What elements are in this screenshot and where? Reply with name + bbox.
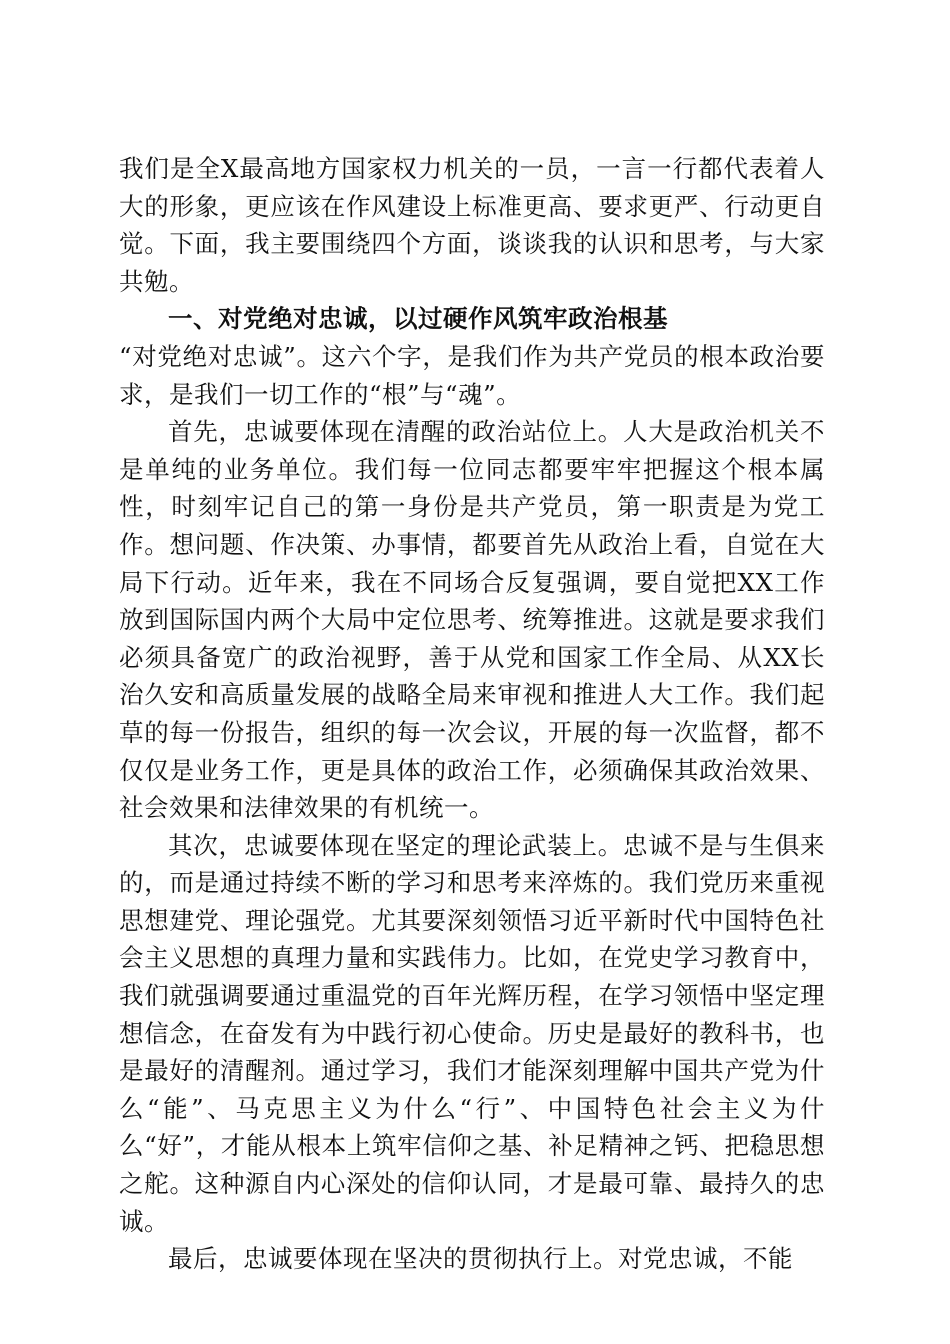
document-body [119, 150, 825, 1278]
paragraph-first-point: 首先，忠诚要体现在清醒的政治站位上。人大是政治机关不是单纯的业务单位。我们每一位同志都要牢牢把握这个根本属性，时刻牢记自己的第一身份是共产党员，第一职责是为党工作。想问题、作决策、办事情，都要首先从政治上看，自觉在大局下行动。近年来，我在不同场合反复强调，要自觉把XX工作放到国际国内两个大局中定位思考、统筹推进。这就是要求我们必须具备宽广的政治视野，善于从党和国家工作全局、从XX长治久安和高质量发展的战略全局来审视和推进人大工作。我们起草的每一份报告，组织的每一次会议，开展的每一次监督，都不仅仅是业务工作，更是具体的政治工作，必须确保其政治效果、社会效果和法律效果的有机统一。 [119, 417, 825, 823]
paragraph-last-point: 最后，忠诚要体现在坚决的贯彻执行上。对党忠诚，不能 [168, 1244, 793, 1274]
paragraph-second-point: 其次，忠诚要体现在坚定的理论武装上。忠诚不是与生俱来的，而是通过持续不断的学习和思考来淬炼的。我们党历来重视思想建党、理论强党。尤其要深刻领悟习近平新时代中国特色社会主义思想的真理力量和实践伟力。比如，在党史学习教育中，我们就强调要通过重温党的百年光辉历程，在学习领悟中坚定理想信念，在奋发有为中践行初心使命。历史是最好的教科书，也是最好的清醒剂。通过学习，我们才能深刻理解中国共产党为什么“能”、马克思主义为什么“行”、中国特色社会主义为什么“好”，才能从根本上筑牢信仰之基、补足精神之钙、把稳思想之舵。这种源自内心深处的信仰认同，才是最可靠、最持久的忠诚。 [119, 830, 825, 1236]
paragraph-intro: 我们是全X最高地方国家权力机关的一员，一言一行都代表着人大的形象，更应该在作风建设上标准更高、要求更严、行动更自觉。下面，我主要围绕四个方面，谈谈我的认识和思考，与大家共勉。 [119, 154, 825, 296]
paragraph-loyalty-definition: “对党绝对忠诚”。这六个字，是我们作为共产党员的根本政治要求，是我们一切工作的“根”与“魂”。 [119, 341, 825, 409]
section-heading-1: 一、对党绝对忠诚，以过硬作风筑牢政治根基 [168, 304, 668, 334]
